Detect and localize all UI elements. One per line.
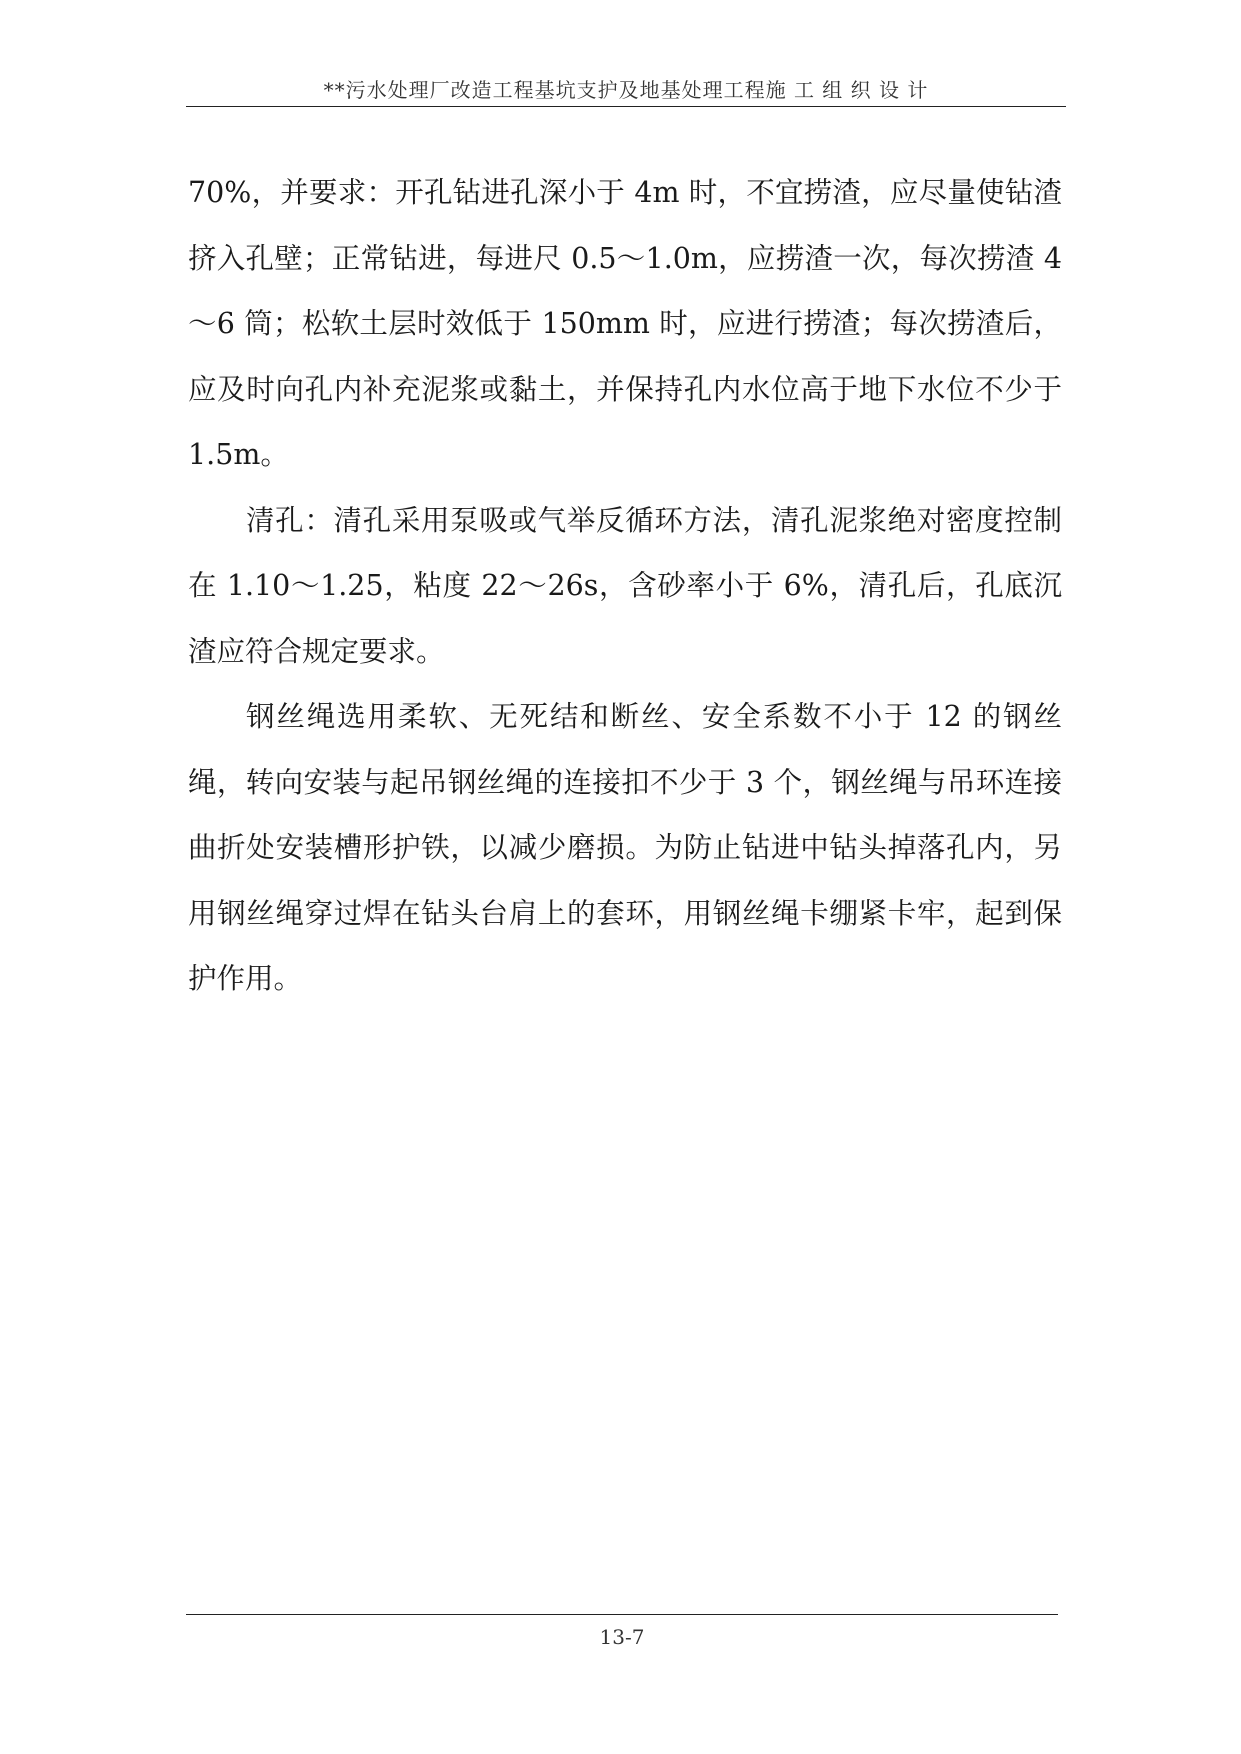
page-header: **污水处理厂改造工程基坑支护及地基处理工程施 工 组 织 设 计 [323,78,929,102]
paragraph-drilling-slag: 70%，并要求：开孔钻进孔深小于 4m 时，不宜捞渣，应尽量使钻渣挤入孔壁；正常钻进，每进尺 0.5～1.0m，应捞渣一次，每次捞渣 4～6 筒；松软土层时效低于 150mm 时，应进行捞渣；每次捞渣后，应及时向孔内补充泥浆或黏土，并保持孔内水位高于地下水位不少于 1.5m。 [188,176,1062,471]
body-text [188,160,1062,1012]
footer-divider [186,1614,1058,1615]
paragraph-wire-rope: 钢丝绳选用柔软、无死结和断丝、安全系数不小于 12 的钢丝绳，转向安装与起吊钢丝绳的连接扣不少于 3 个，钢丝绳与吊环连接曲折处安装槽形护铁，以减少磨损。为防止钻进中钻头掉落孔内，另用钢丝绳穿过焊在钻头台肩上的套环，用钢丝绳卡绷紧卡牢，起到保护作用。 [188,700,1062,995]
header-divider [186,106,1066,107]
paragraph-hole-cleaning: 清孔：清孔采用泵吸或气举反循环方法，清孔泥浆绝对密度控制在 1.10～1.25，粘度 22～26s，含砂率小于 6%，清孔后，孔底沉渣应符合规定要求。 [188,503,1062,668]
page-number: 13-7 [599,1625,645,1649]
